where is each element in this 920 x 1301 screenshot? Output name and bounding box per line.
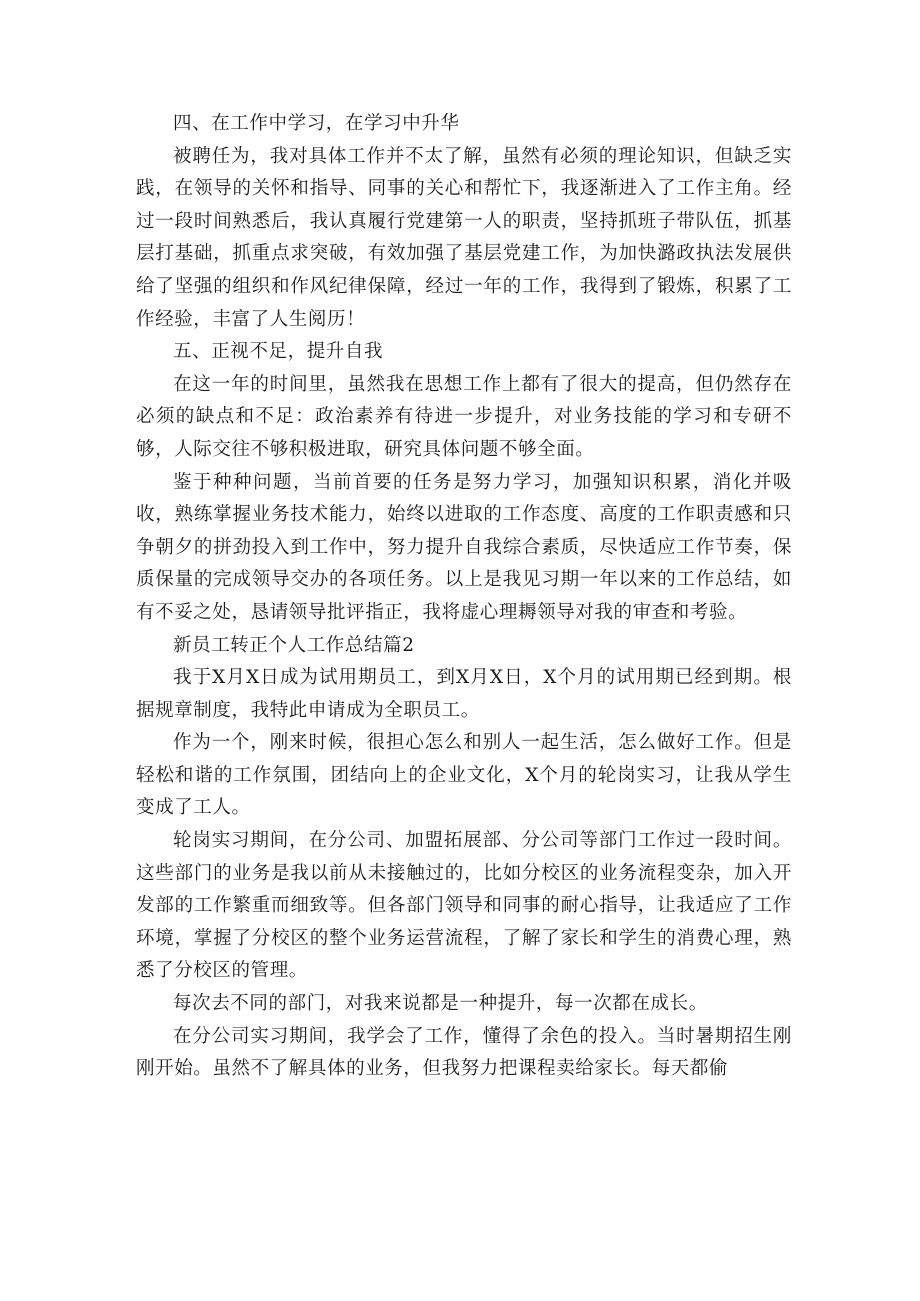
paragraph: 被聘任为，我对具体工作并不太了解，虽然有必须的理论知识，但缺乏实践，在领导的关怀和指导、同事的关心和帮忙下，我逐渐进入了工作主角。经过一段时间熟悉后，我认真履行党建第一人的职责，坚持抓班子带队伍，抓基层打基础，抓重点求突破，有效加强了基层党建工作，为加快潞政执法发展供给了坚强的组织和作风纪律保障，经过一年的工作，我得到了锻炼，积累了工作经验，丰富了人生阅历！ (136, 145, 792, 330)
section-heading-4: 四、在工作中学习，在学习中升华 (173, 113, 460, 134)
section-heading-5: 五、正视不足，提升自我 (173, 341, 384, 363)
document-body (136, 108, 792, 1086)
paragraph: 每次去不同的部门，对我来说都是一种提升，每一次都在成长。 (173, 993, 708, 1015)
paragraph: 在分公司实习期间，我学会了工作，懂得了余色的投入。当时暑期招生刚刚开始。虽然不了解具体的业务，但我努力把课程卖给家长。每天都偷 (136, 1025, 792, 1080)
paragraph: 鉴于种种问题，当前首要的任务是努力学习，加强知识积累，消化并吸收，熟练掌握业务技术能力，始终以进取的工作态度、高度的工作职责感和只争朝夕的拼劲投入到工作中，努力提升自我综合素质，尽快适应工作节奏，保质保量的完成领导交办的各项任务。以上是我见习期一年以来的工作总结，如有不妥之处，恳请领导批评指正，我将虚心理耨领导对我的审查和考验。 (136, 471, 792, 623)
paragraph: 轮岗实习期间，在分公司、加盟拓展部、分公司等部门工作过一段时间。这些部门的业务是我以前从未接触过的，比如分校区的业务流程变杂，加入开发部的工作繁重而细致等。但各部门领导和同事的耐心指导，让我适应了工作环境，掌握了分校区的整个业务运营流程，了解了家长和学生的消费心理，熟悉了分校区的管理。 (136, 830, 792, 982)
paragraph: 在这一年的时间里，虽然我在思想工作上都有了很大的提高，但仍然存在必须的缺点和不足：政治素养有待进一步提升，对业务技能的学习和专研不够，人际交往不够积极进取，研究具体问题不够全面。 (136, 373, 792, 460)
article-section-title: 新员工转正个人工作总结篇2 (173, 634, 415, 656)
paragraph: 我于X月X日成为试用期员工，到X月X日，X个月的试用期已经到期。根据规章制度，我特此申请成为全职员工。 (136, 667, 792, 721)
paragraph: 作为一个，刚来时候，很担心怎么和别人一起生活，怎么做好工作。但是轻松和谐的工作氛围，团结向上的企业文化，X个月的轮岗实习，让我从学生变成了工人。 (136, 732, 792, 819)
